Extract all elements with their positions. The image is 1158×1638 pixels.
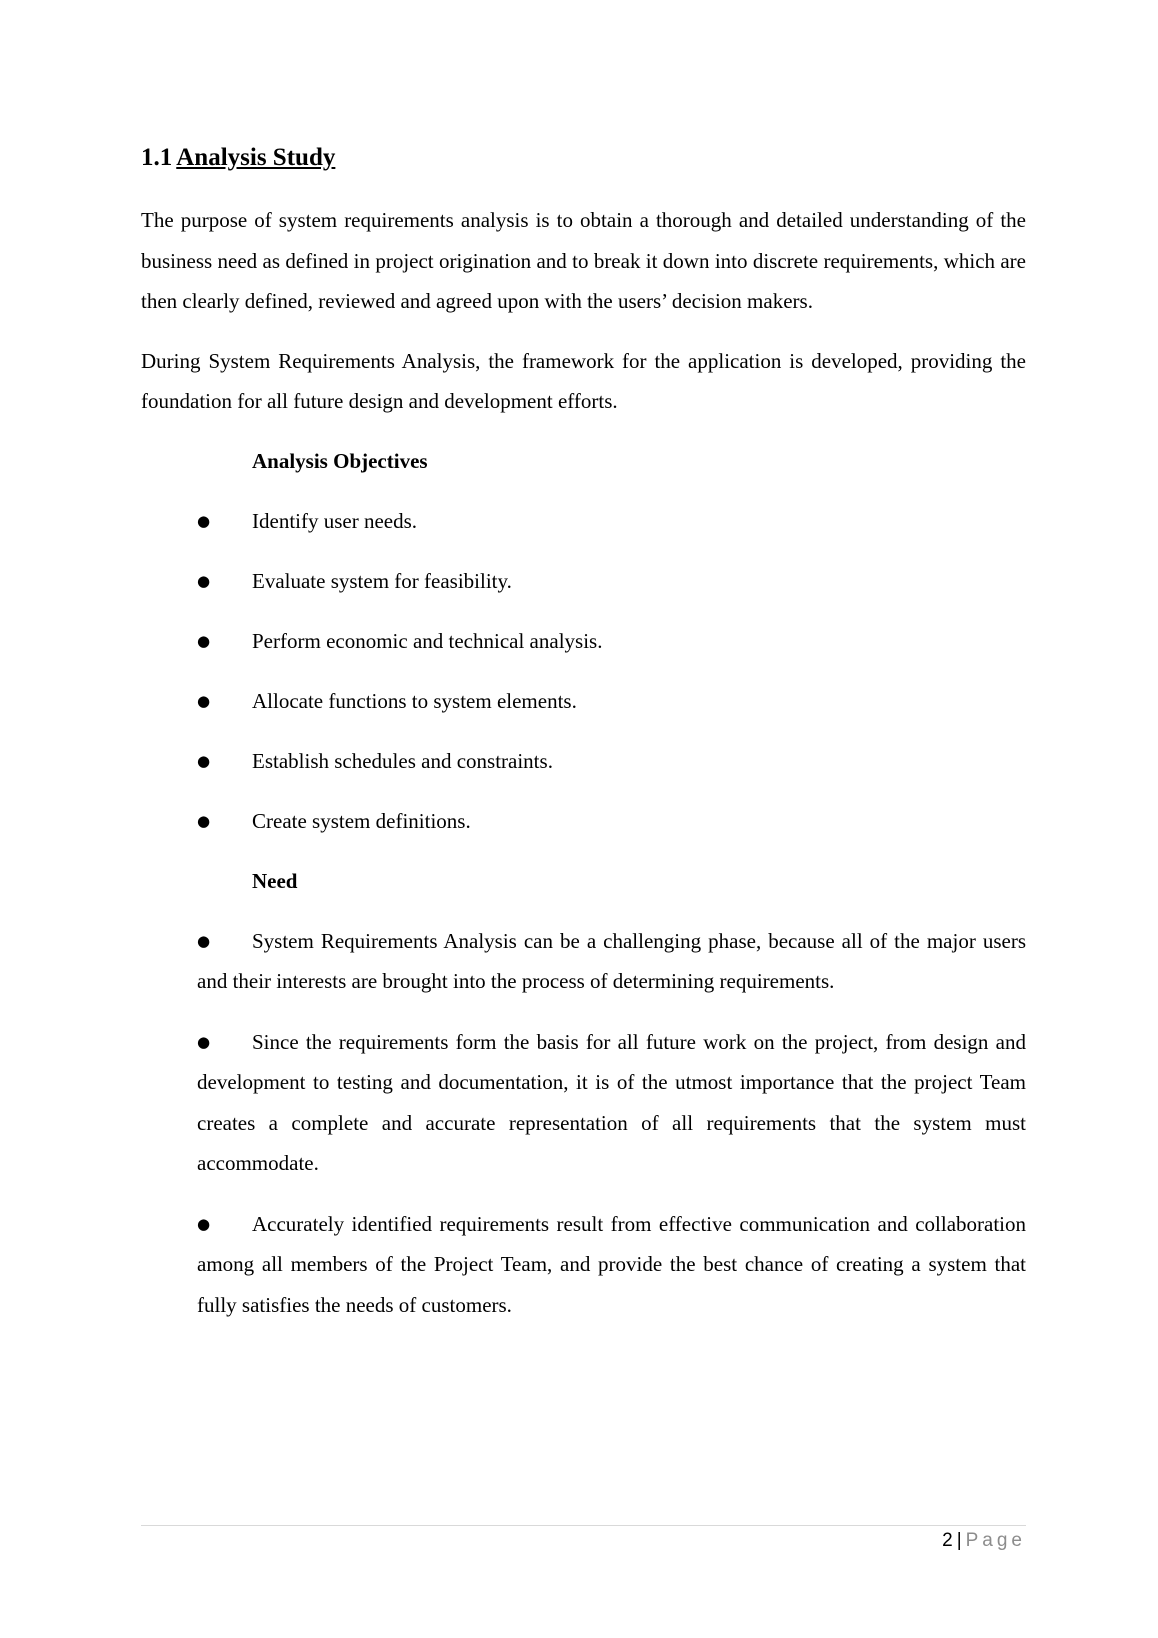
need-list — [141, 921, 1026, 1326]
bullet-icon: ● — [197, 751, 211, 770]
list-item — [197, 1204, 1026, 1326]
list-item-text: Identify user needs. — [252, 508, 418, 533]
objectives-list — [141, 501, 1026, 841]
page-label: Page — [965, 1530, 1026, 1551]
section-number: 1.1 — [141, 144, 173, 171]
bullet-icon: ● — [197, 571, 211, 590]
list-item-text: Establish schedules and constraints. — [252, 748, 553, 773]
bullet-icon: ● — [197, 1214, 211, 1233]
page-number: 2 — [942, 1530, 953, 1551]
list-item — [141, 741, 1026, 781]
list-item-text: Perform economic and technical analysis. — [252, 628, 603, 653]
bullet-icon: ● — [197, 631, 211, 650]
list-item-text: Accurately identified requirements result from effective communication and collaboration among all members of the Project Team, and provide the best chance of creating a system that fully satisfies the needs of customers. — [197, 1211, 1026, 1317]
need-heading: Need — [252, 868, 298, 893]
list-item — [141, 621, 1026, 661]
section-title: Analysis Study — [176, 144, 336, 171]
list-item — [141, 501, 1026, 541]
list-item — [197, 921, 1026, 1002]
framework-paragraph: During System Requirements Analysis, the framework for the application is developed, providing the foundation for all future design and development efforts. — [141, 348, 1026, 413]
bullet-icon: ● — [197, 691, 211, 710]
footer-separator: | — [956, 1530, 962, 1551]
list-item — [141, 681, 1026, 721]
intro-paragraph: The purpose of system requirements analysis is to obtain a thorough and detailed understanding of the business need as defined in project origination and to break it down into discrete requirements, which are then clearly defined, reviewed and agreed upon with the users’ decision makers. — [141, 208, 1026, 313]
list-item-text: Evaluate system for feasibility. — [252, 568, 512, 593]
list-item — [141, 561, 1026, 601]
bullet-icon: ● — [197, 511, 211, 530]
list-item-text: Allocate functions to system elements. — [252, 688, 577, 713]
list-item-text: Since the requirements form the basis for all future work on the project, from design and development to testing and documentation, it is of the utmost importance that the project Team creates a complete and accurate representation of all requirements that the system must accommodate. — [197, 1029, 1026, 1175]
list-item — [197, 1022, 1026, 1184]
list-item-text: Create system definitions. — [252, 808, 471, 833]
list-item-text: System Requirements Analysis can be a challenging phase, because all of the major users and their interests are brought into the process of determining requirements. — [197, 928, 1026, 993]
page-content — [141, 138, 1026, 1325]
bullet-icon: ● — [197, 1032, 211, 1051]
section-heading — [141, 138, 1026, 178]
objectives-heading: Analysis Objectives — [252, 448, 428, 473]
list-item — [141, 801, 1026, 841]
page-footer — [141, 1526, 1026, 1556]
bullet-icon: ● — [197, 811, 211, 830]
bullet-icon: ● — [197, 931, 211, 950]
